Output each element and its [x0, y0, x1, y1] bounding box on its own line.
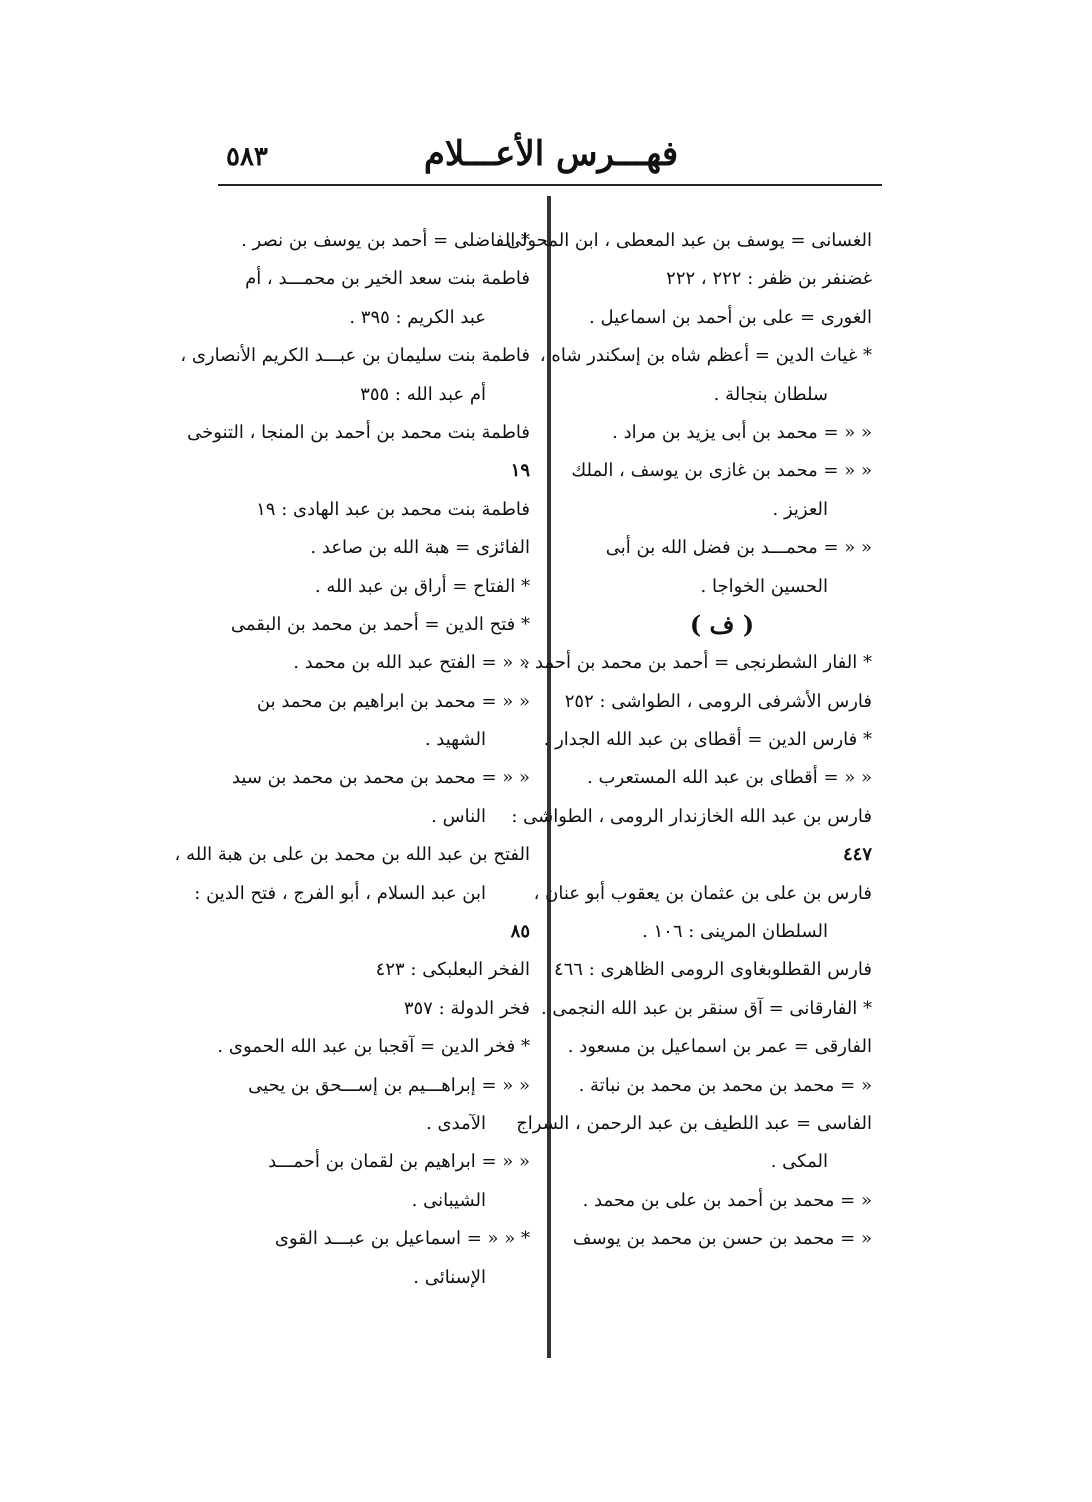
page-header [222, 128, 880, 188]
index-entry-line: « = محمد بن حسن بن محمد بن يوسف [572, 1228, 872, 1250]
index-entry-line: « « = محمد بن غازى بن يوسف ، الملك [571, 460, 872, 482]
index-entry-line: الناس . [431, 805, 486, 827]
index-entry-line: * الفاضلى = أحمد بن يوسف بن نصر . [241, 230, 530, 251]
index-entry-line: الفتح بن عبد الله بن محمد بن على بن هبة الله ، [174, 844, 530, 866]
index-entry-line: فارس القطلوبغاوى الرومى الظاهرى : ٤٦٦ [553, 959, 872, 981]
index-entry-line: * الفتاح = أراق بن عبد الله . [314, 575, 530, 597]
index-entry-line: ٤٤٧ [842, 844, 872, 866]
index-entry-line: المكى . [770, 1151, 828, 1173]
index-entry-line: « « = أقطاى بن عبد الله المستعرب . [587, 767, 872, 789]
index-entry-line: الفائزى = هبة الله بن صاعد . [310, 537, 530, 559]
index-entry-line: « « = محمد بن أبى يزيد بن مراد . [612, 421, 872, 443]
index-entry-line: * الفار الشطرنجى = أحمد بن محمد بن أحمد . [523, 652, 872, 674]
index-entry-line: « = محمد بن محمد بن محمد بن نباتة . [578, 1074, 872, 1096]
index-entry-line: « « = الفتح عبد الله بن محمد . [293, 652, 530, 674]
index-entry-line: « « = محمـــد بن فضل الله بن أبى [605, 537, 872, 559]
left-column [174, 222, 530, 1297]
index-entry-line: الغورى = على بن أحمد بن اسماعيل . [589, 306, 872, 328]
index-entry-line: السلطان المرينى : ١٠٦ . [642, 921, 828, 943]
index-entry-line: الفارقى = عمر بن اسماعيل بن مسعود . [567, 1036, 872, 1058]
index-entry-line: الإسنائى . [413, 1266, 486, 1288]
index-entry-line: فارس بن على بن عثمان بن يعقوب أبو عنان ، [533, 882, 872, 904]
index-entry-line: الفاسى = عبد اللطيف بن عبد الرحمن ، السراج [516, 1112, 872, 1134]
index-entry-line: ١٩ [510, 460, 530, 482]
index-entry-line: « « = محمد بن ابراهيم بن محمد بن [256, 690, 530, 712]
header-rule [218, 184, 882, 186]
index-entry-line: * فارس الدين = أقطاى بن عبد الله الجدار . [543, 729, 872, 751]
index-entry-line: الشهيد . [424, 729, 486, 751]
page-number: ٥٨٣ [226, 142, 268, 172]
index-entry-line: سلطان بنجالة . [713, 383, 828, 405]
index-entry-line: الغسانى = يوسف بن عبد المعطى ، ابن المحولى . [495, 230, 872, 251]
index-entry-line: الحسين الخواجا . [700, 575, 828, 597]
index-entry-line: * فخر الدين = آقجبا بن عبد الله الحموى . [217, 1036, 530, 1058]
index-entry-line: فخر الدولة : ٣٥٧ [403, 997, 530, 1019]
index-entry-line: فاطمة بنت سعد الخير بن محمـــد ، أم [245, 268, 530, 290]
index-entry-line: أم عبد الله : ٣٥٥ [360, 383, 486, 405]
index-entry-line: * « « = اسماعيل بن عبـــد القوى [274, 1228, 530, 1250]
page-title: فهـــرس الأعـــلام [423, 134, 679, 174]
index-entry-line: غضنفر بن ظفر : ٢٢٢ ، ٢٢٢ [666, 268, 872, 290]
index-entry-line: * فتح الدين = أحمد بن محمد بن البقمى [230, 613, 530, 635]
index-entry-line: الشيبانى . [411, 1189, 486, 1211]
index-entry-line: فارس الأشرفى الرومى ، الطواشى : ٢٥٢ [564, 690, 872, 712]
index-entry-line: فارس بن عبد الله الخازندار الرومى ، الطواشى : [511, 805, 872, 827]
section-heading: ( ف ) [689, 609, 755, 639]
index-entry-line: « « = محمد بن محمد بن محمد بن سيد [231, 767, 530, 789]
index-entry-line: فاطمة بنت سليمان بن عبـــد الكريم الأنصارى ، [180, 345, 530, 367]
index-entry-line: « « = إبراهـــيم بن إســـحق بن يحيى [248, 1074, 530, 1096]
index-entry-line: « = محمد بن أحمد بن على بن محمد . [582, 1189, 872, 1211]
index-entry-line: فاطمة بنت محمد بن أحمد بن المنجا ، التنوخى [187, 421, 530, 443]
index-entry-line: ابن عبد السلام ، أبو الفرج ، فتح الدين : [194, 882, 486, 904]
index-entry-line: الفخر البعلبكى : ٤٢٣ [375, 959, 530, 981]
index-entry-line: فاطمة بنت محمد بن عبد الهادى : ١٩ [256, 498, 530, 520]
index-entry-line: « « = ابراهيم بن لقمان بن أحمـــد [268, 1151, 530, 1173]
index-entry-line: * الفارقانى = آق سنقر بن عبد الله النجمى . [540, 997, 872, 1019]
index-entry-line: * غياث الدين = أعظم شاه بن إسكندر شاه ، [539, 345, 872, 367]
index-entry-line: عبد الكريم : ٣٩٥ . [349, 306, 486, 328]
index-entry-line: العزيز . [772, 498, 828, 520]
index-entry-line: ٨٥ [510, 921, 530, 943]
index-entry-line: الآمدى . [426, 1112, 486, 1134]
